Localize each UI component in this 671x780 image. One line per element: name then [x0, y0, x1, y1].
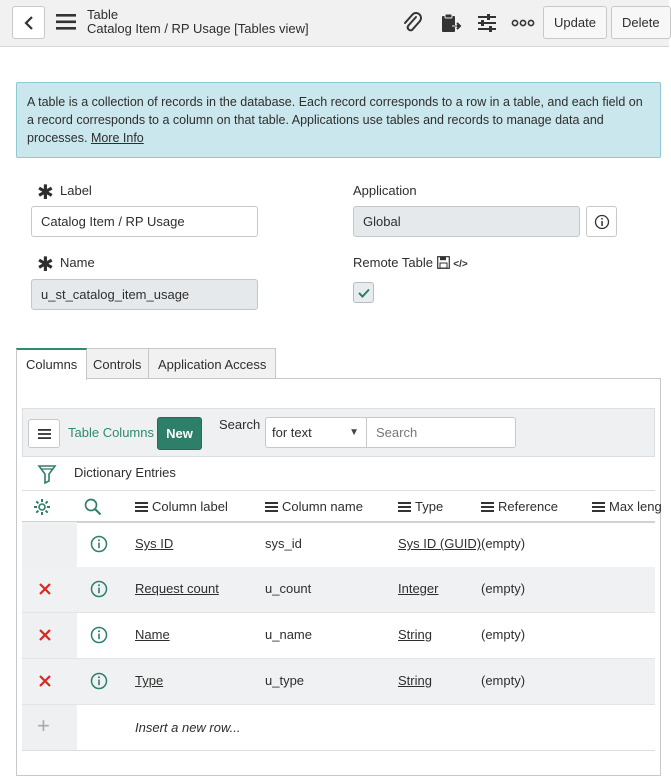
cell-reference: (empty) [481, 536, 526, 551]
column-header-name[interactable] [265, 499, 363, 514]
paperclip-icon[interactable] [400, 11, 424, 35]
plus-icon[interactable]: + [37, 713, 50, 738]
search-icon[interactable] [84, 498, 102, 516]
delete-row-icon[interactable] [37, 673, 53, 689]
column-menu-icon[interactable] [265, 502, 278, 512]
column-menu-icon[interactable] [481, 502, 494, 512]
remote-table-checkbox[interactable] [353, 282, 374, 303]
cell-type[interactable]: Sys ID (GUID) [398, 536, 482, 551]
search-mode-select[interactable] [265, 417, 367, 448]
column-header-label[interactable] [135, 499, 228, 514]
record-type: Table [87, 7, 119, 22]
cell-type[interactable]: Integer [398, 581, 439, 596]
checkmark-icon [357, 286, 371, 300]
insert-row [22, 705, 655, 751]
remote-table-text: Remote Table [353, 255, 433, 270]
table-row [22, 659, 655, 705]
column-header-reference[interactable] [481, 499, 558, 514]
name-field-label: Name [60, 255, 95, 270]
new-button[interactable]: New [157, 417, 202, 450]
form-header [0, 0, 669, 47]
application-input: Global [353, 206, 580, 237]
column-menu-icon[interactable] [592, 502, 605, 512]
cell-column-label[interactable]: Type [135, 673, 164, 688]
hamburger-icon[interactable] [56, 13, 76, 31]
delete-button[interactable]: Delete [611, 6, 671, 39]
cell-column-name: u_type [265, 673, 305, 688]
clipboard-icon[interactable] [438, 11, 462, 35]
list-menu-button[interactable] [28, 419, 60, 448]
column-header-text: Column name [282, 499, 363, 514]
search-label: Search [219, 417, 261, 432]
search-input[interactable]: Search [366, 417, 516, 448]
cell-reference: (empty) [481, 627, 526, 642]
application-field-label: Application [353, 183, 417, 198]
script-icon[interactable]: </> [453, 259, 468, 270]
filter-label[interactable]: Dictionary Entries [74, 465, 176, 480]
cell-reference: (empty) [481, 673, 526, 688]
column-header-text: Reference [498, 499, 558, 514]
column-header-row [22, 490, 662, 523]
cell-type[interactable]: String [398, 673, 432, 688]
cell-column-name: u_name [265, 627, 312, 642]
info-icon[interactable] [90, 626, 108, 644]
list-title[interactable]: Table Columns [68, 425, 154, 440]
filter-breadcrumb [22, 458, 655, 490]
table-row [22, 613, 655, 659]
column-header-text: Max leng [609, 499, 662, 514]
cell-column-name: u_count [265, 581, 312, 596]
info-message [16, 82, 661, 158]
info-icon[interactable] [90, 672, 108, 690]
application-info-button[interactable] [586, 206, 617, 237]
column-header-max-length[interactable] [592, 499, 662, 514]
record-title: Catalog Item / RP Usage [Tables view] [87, 21, 309, 36]
table-row [22, 567, 655, 613]
delete-row-icon[interactable] [37, 627, 53, 643]
back-button[interactable] [12, 6, 45, 39]
chevron-left-icon [23, 16, 35, 30]
more-icon[interactable] [511, 11, 535, 35]
gear-icon[interactable] [33, 498, 51, 516]
insert-row-link[interactable]: Insert a new row... [135, 720, 241, 735]
tab-application-access[interactable]: Application Access [148, 348, 276, 379]
required-asterisk: ✱ [37, 254, 54, 276]
caret-down-icon: ▼ [349, 427, 359, 438]
search-mode-value: for text [272, 425, 312, 440]
cell-column-label[interactable]: Sys ID [135, 536, 174, 551]
column-menu-icon[interactable] [398, 502, 411, 512]
cell-column-label[interactable]: Name [135, 627, 170, 642]
hamburger-icon [38, 428, 51, 440]
cell-type[interactable]: String [398, 627, 432, 642]
remote-table-label [353, 255, 468, 270]
delete-row-icon[interactable] [37, 581, 53, 597]
column-menu-icon[interactable] [135, 502, 148, 512]
table-row [22, 522, 655, 568]
required-asterisk: ✱ [37, 182, 54, 204]
label-input[interactable]: Catalog Item / RP Usage [31, 206, 258, 237]
info-icon[interactable] [90, 535, 108, 553]
info-text: A table is a collection of records in the database. Each record corresponds to a row in a table, and each field on a record corresponds to a column on that table. Applications use tables and records to manage data and processes. [27, 95, 643, 145]
list-header [22, 408, 655, 457]
column-header-text: Type [415, 499, 444, 514]
cell-reference: (empty) [481, 581, 526, 596]
tab-columns[interactable]: Columns [16, 348, 87, 380]
row-lead-cell [22, 522, 77, 567]
name-input: u_st_catalog_item_usage [31, 279, 258, 310]
sliders-icon[interactable] [475, 11, 499, 35]
column-header-type[interactable] [398, 499, 443, 514]
cell-column-name: sys_id [265, 536, 302, 551]
filter-icon[interactable] [37, 464, 57, 484]
save-icon[interactable] [437, 256, 450, 269]
update-button[interactable]: Update [543, 6, 607, 39]
info-icon[interactable] [90, 580, 108, 598]
info-icon [594, 214, 610, 230]
more-info-link[interactable]: More Info [90, 131, 144, 145]
cell-column-label[interactable]: Request count [135, 581, 219, 596]
label-field-label: Label [60, 183, 92, 198]
column-header-text: Column label [152, 499, 228, 514]
tab-controls[interactable]: Controls [83, 348, 151, 379]
